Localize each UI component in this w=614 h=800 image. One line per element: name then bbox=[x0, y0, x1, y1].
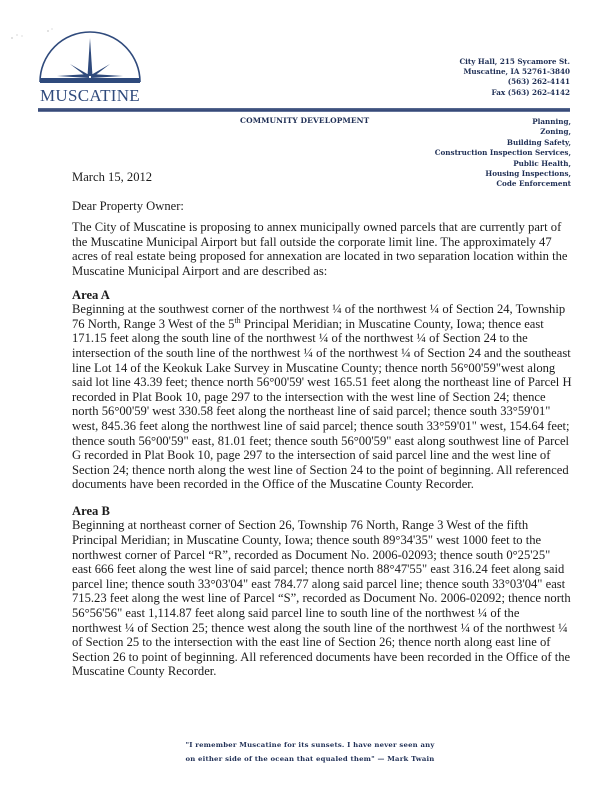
quote-line-2: on either side of the ocean that equaled them" — Mark Twain bbox=[185, 755, 435, 763]
service-item: Construction Inspection Services, bbox=[434, 148, 571, 158]
intro-paragraph: The City of Muscatine is proposing to annex municipally owned parcels that are currently part of the Muscatine Municipal Airport but fall outside the corporate limit line. The approximately 47 acres of real estate being proposed for annexation are located in two separation location within the Muscatine Municipal Airport and are described as: bbox=[72, 220, 568, 278]
service-item: Planning, bbox=[532, 117, 571, 126]
area-b-text: Beginning at northeast corner of Section 26, Township 76 North, Range 3 West of the fifth Principal Meridian; in Muscatine County, Iowa; thence south 89°34'35" west 1000 feet to the northwest corner of Parcel “R”, recorded as Document No. 2006-02093; thence south 0°25'25" east 666 feet along the west line of said parcel; thence north 88°47'55" east 316.24 feet along said parcel line; thence south 33°03'04" east 784.77 along said parcel line; thence south 33°03'04" east 715.23 feet along the west line of Parcel “S”, recorded as Document No. 2006-02092; thence north 56°56'56" east 1,114.87 feet along said parcel line to south line of the northwest ¼ of the northwest ¼ of Section 25; thence west along the south line of the northwest ¼ of the northwest ¼ of Section 25 to the intersection with the east line of Section 26; thence north along east line of Section 26 to point of beginning. All referenced documents have been recorded in the Office of the Muscatine County Recorder. bbox=[72, 518, 571, 679]
area-a-text-1: Beginning at the southwest corner of the northwest ¼ of the northwest ¼ of Section 24, Township 76 North, Range 3 West of the 5 bbox=[72, 302, 566, 331]
sunrise-star-icon bbox=[37, 30, 143, 86]
area-b-heading: Area B bbox=[72, 503, 110, 518]
area-a-description bbox=[72, 302, 572, 492]
ordinal-superscript: th bbox=[234, 315, 241, 325]
quote-line-1: "I remember Muscatine for its sunsets. I have never seen any bbox=[185, 741, 435, 749]
service-item: Code Enforcement bbox=[496, 179, 571, 189]
logo-wordmark: MUSCATINE bbox=[40, 86, 140, 105]
service-item: Housing Inspections, bbox=[485, 169, 571, 179]
address-line-fax: Fax (563) 262-4142 bbox=[491, 87, 570, 97]
salutation: Dear Property Owner: bbox=[72, 198, 184, 213]
area-b-description bbox=[72, 518, 572, 679]
address-line-phone: (563) 262-4141 bbox=[507, 77, 570, 87]
letter-date: March 15, 2012 bbox=[72, 170, 153, 184]
service-item: Zoning, bbox=[540, 127, 571, 137]
address-line-city: Muscatine, IA 52761-3840 bbox=[463, 67, 570, 77]
service-item: Public Health, bbox=[513, 158, 571, 168]
area-a-text-2: Principal Meridian; in Muscatine County, Iowa; thence east 171.15 feet along the south line of the northwest ¼ of the northwest ¼ of Section 24 to the intersection of the south line of the northwest ¼ of the northwest ¼ of Section 24 and the southeast line Lot 14 of the Keokuk Lake Survey in Muscatine County; thence north 56°00'59"west along said lot line 43.39 feet; thence north 56°00'59' west 165.51 feet along the northeast line of Parcel H recorded in Plat Book 10, page 297 to the intersection with the west line of Section 24; thence north 56°00'59' west 330.58 feet along the northeast line of said parcel; thence south 33°59'01" west, 845.36 feet along the northwest line of said parcel; thence south 33°59'01" west, 154.64 feet; thence south 56°00'59" east, 81.01 feet; thence south 56°00'59" east along southwest line of Parcel G recorded in Plat Book 10, page 297 to the intersection of said parcel line and the west line of Section 24; thence north along the west line of Section 24 to the point of beginning. All referenced documents have been recorded in the Office of the Muscatine County Recorder. bbox=[72, 316, 572, 492]
area-a-heading: Area A bbox=[72, 287, 110, 302]
footer-quote bbox=[135, 738, 485, 766]
letterhead-divider bbox=[38, 108, 570, 112]
address-line-street: City Hall, 215 Sycamore St. bbox=[459, 57, 570, 66]
department-name: COMMUNITY DEVELOPMENT bbox=[240, 116, 370, 125]
letter-body bbox=[72, 170, 572, 691]
address-block bbox=[459, 57, 570, 98]
service-item: Building Safety, bbox=[506, 137, 571, 147]
